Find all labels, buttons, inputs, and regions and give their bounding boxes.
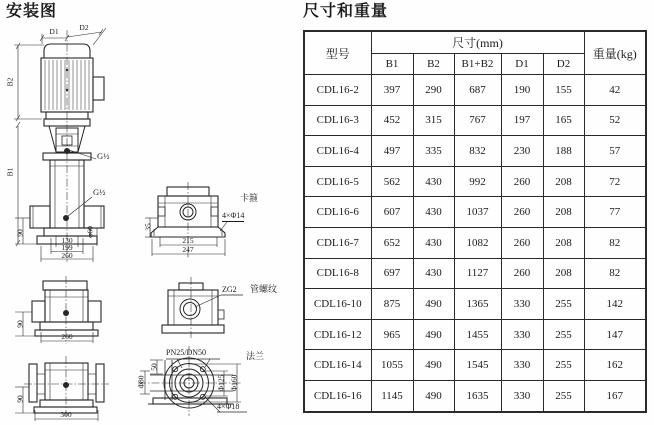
installation-drawing	[0, 0, 302, 425]
value-cell: 1365	[454, 289, 501, 320]
model-cell: CDL16-12	[304, 319, 371, 350]
col-header-d1: D1	[501, 54, 543, 75]
value-cell: 965	[371, 319, 413, 350]
model-cell: CDL16-7	[304, 227, 371, 258]
value-cell: 208	[543, 166, 584, 197]
col-header-b1: B1	[371, 54, 413, 75]
col-header-b2: B2	[413, 54, 454, 75]
value-cell: 832	[454, 136, 501, 167]
value-cell: 1145	[371, 380, 413, 411]
installation-diagram	[0, 0, 302, 425]
value-cell: 197	[501, 105, 543, 136]
value-cell: 1635	[454, 380, 501, 411]
clamp-bolts-label: 4×Φ14	[222, 211, 245, 220]
value-cell: 430	[413, 227, 454, 258]
value-cell: 57	[584, 136, 646, 167]
dim-260-main-label: 260	[61, 250, 73, 260]
dim-90-flange-label: 90	[15, 395, 25, 403]
value-cell: 430	[413, 197, 454, 228]
flange-bolts-label: 4×Φ18	[217, 402, 240, 411]
value-cell: 335	[413, 136, 454, 167]
value-cell: 490	[413, 350, 454, 381]
dim-215-label: 215	[182, 235, 194, 245]
dim-35-label: 35	[143, 223, 153, 231]
table-row	[304, 166, 646, 197]
value-cell: 397	[371, 75, 413, 106]
value-cell: 452	[371, 105, 413, 136]
model-cell: CDL16-8	[304, 258, 371, 289]
col-header-model: 型号	[304, 31, 371, 75]
col-header-size-group: 尺寸(mm)	[371, 31, 584, 54]
dim-d1-label: D1	[49, 27, 59, 36]
table-row	[304, 197, 646, 228]
plug-top-label: G½	[97, 151, 110, 161]
model-cell: CDL16-14	[304, 350, 371, 381]
value-cell: 188	[543, 136, 584, 167]
value-cell: 42	[584, 75, 646, 106]
dim-130-label: 130	[61, 235, 73, 245]
dim-90-main-label: 90	[15, 229, 25, 237]
dim-phi80-label: Φ80	[136, 375, 146, 389]
value-cell: 190	[501, 75, 543, 106]
value-cell: 767	[454, 105, 501, 136]
plug-bottom-label: G½	[93, 187, 106, 197]
dim-b1-label: B1	[5, 167, 15, 177]
model-cell: CDL16-10	[304, 289, 371, 320]
value-cell: 255	[543, 350, 584, 381]
dim-d2-label: D2	[79, 23, 89, 32]
diagram-title: 安装图	[6, 3, 58, 20]
value-cell: 497	[371, 136, 413, 167]
table-row	[304, 227, 646, 258]
table-row	[304, 289, 646, 320]
value-cell: 52	[584, 105, 646, 136]
dim-90-thread-label: 90	[15, 320, 25, 328]
size-table-body	[304, 75, 646, 412]
dim-b2-label: B2	[5, 77, 15, 87]
table-title: 尺寸和重量	[303, 3, 389, 20]
model-cell: CDL16-2	[304, 75, 371, 106]
value-cell: 77	[584, 197, 646, 228]
value-cell: 155	[543, 75, 584, 106]
value-cell: 562	[371, 166, 413, 197]
value-cell: 315	[413, 105, 454, 136]
dim-50-label: 50	[149, 363, 159, 371]
dim-phi160-label: Φ160	[229, 374, 239, 392]
table-row	[304, 258, 646, 289]
value-cell: 72	[584, 166, 646, 197]
value-cell: 490	[413, 380, 454, 411]
value-cell: 147	[584, 319, 646, 350]
value-cell: 1037	[454, 197, 501, 228]
dim-247-label: 247	[182, 245, 194, 254]
dim-phi125-label: Φ125	[216, 374, 226, 392]
value-cell: 255	[543, 289, 584, 320]
value-cell: 1127	[454, 258, 501, 289]
thread-base-view	[15, 276, 101, 344]
model-cell: CDL16-3	[304, 105, 371, 136]
table-row	[304, 350, 646, 381]
flange-label: 法兰	[246, 351, 265, 361]
thread-size-label: ZG2	[222, 285, 237, 294]
dim-260-thread-label: 260	[61, 332, 73, 341]
value-cell: 490	[413, 289, 454, 320]
value-cell: 652	[371, 227, 413, 258]
model-cell: CDL16-6	[304, 197, 371, 228]
value-cell: 875	[371, 289, 413, 320]
table-row	[304, 75, 646, 106]
value-cell: 330	[501, 289, 543, 320]
dim-phi60-label: φ60	[85, 226, 95, 238]
value-cell: 430	[413, 166, 454, 197]
value-cell: 165	[543, 105, 584, 136]
table-row	[304, 136, 646, 167]
value-cell: 330	[501, 350, 543, 381]
value-cell: 260	[501, 258, 543, 289]
value-cell: 607	[371, 197, 413, 228]
value-cell: 82	[584, 258, 646, 289]
value-cell: 1055	[371, 350, 413, 381]
value-cell: 1455	[454, 319, 501, 350]
value-cell: 290	[413, 75, 454, 106]
value-cell: 430	[413, 258, 454, 289]
value-cell: 255	[543, 319, 584, 350]
table-row	[304, 380, 646, 411]
value-cell: 697	[371, 258, 413, 289]
value-cell: 142	[584, 289, 646, 320]
value-cell: 260	[501, 197, 543, 228]
value-cell: 330	[501, 319, 543, 350]
value-cell: 167	[584, 380, 646, 411]
thread-label: 管螺纹	[250, 284, 278, 294]
value-cell: 230	[501, 136, 543, 167]
model-cell: CDL16-5	[304, 166, 371, 197]
flange-pn-label: PN25/DN50	[166, 348, 207, 357]
model-cell: CDL16-4	[304, 136, 371, 167]
dim-300-label: 300	[60, 410, 72, 419]
model-cell: CDL16-16	[304, 380, 371, 411]
table-row	[304, 319, 646, 350]
value-cell: 1082	[454, 227, 501, 258]
value-cell: 260	[501, 166, 543, 197]
value-cell: 687	[454, 75, 501, 106]
clamp-label: 卡箍	[240, 193, 259, 203]
table-row	[304, 105, 646, 136]
value-cell: 162	[584, 350, 646, 381]
col-header-d2: D2	[543, 54, 584, 75]
dim-199-label: 199	[61, 243, 73, 252]
value-cell: 208	[543, 258, 584, 289]
value-cell: 260	[501, 227, 543, 258]
value-cell: 255	[543, 380, 584, 411]
value-cell: 208	[543, 227, 584, 258]
size-weight-table	[303, 30, 647, 413]
col-header-b1b2: B1+B2	[454, 54, 501, 75]
value-cell: 330	[501, 380, 543, 411]
col-header-weight: 重量(kg)	[584, 31, 646, 75]
value-cell: 490	[413, 319, 454, 350]
value-cell: 992	[454, 166, 501, 197]
value-cell: 208	[543, 197, 584, 228]
value-cell: 1545	[454, 350, 501, 381]
value-cell: 82	[584, 227, 646, 258]
